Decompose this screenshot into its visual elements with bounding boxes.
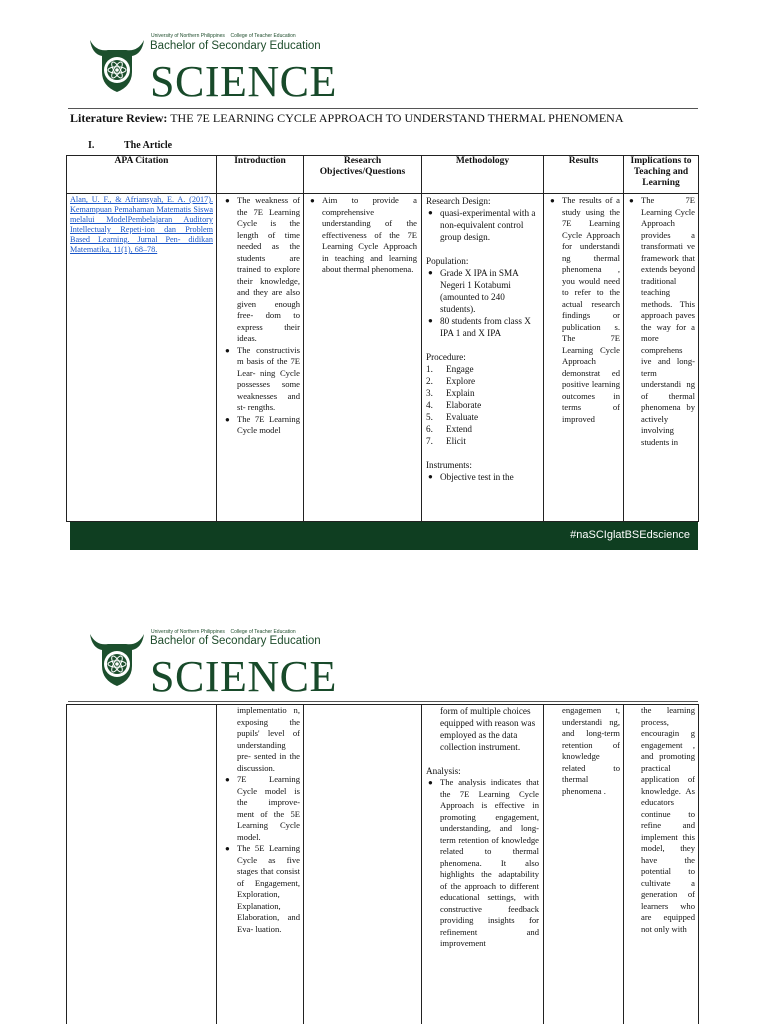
- footer-bar: [70, 522, 698, 550]
- list-item: 7. Elicit: [426, 436, 466, 446]
- program-name: Bachelor of Secondary Education: [150, 635, 321, 647]
- column-introduction: [217, 155, 304, 521]
- objectives-list: [308, 195, 417, 276]
- results-continued: engagemen t, understandi ng, and long-term retention of knowledge related to thermal phenomena .: [562, 705, 620, 796]
- list-item: 6. Extend: [426, 424, 473, 434]
- list-item: ● Grade X IPA in SMA Negeri 1 Kotabumi (amounted to 240 students).: [426, 267, 539, 315]
- header-results: Results: [544, 155, 623, 194]
- review-label: Literature Review:: [70, 111, 168, 125]
- university-name: University of Northern Philippines: [151, 33, 225, 39]
- article-table: [66, 155, 699, 522]
- article-table-continued: [66, 704, 699, 1024]
- major-title: SCIENCE: [150, 652, 337, 701]
- list-item: ● The 7E Learning Cycle model: [223, 414, 300, 437]
- university-name: University of Northern Philippines: [151, 629, 225, 635]
- implications-continued: the learning process, encouragin g engagement , and promoting practical application of knowledge. As educators continue to refine and implement this model, they have the potential to cultivate a generation of learners who are equipped not only with: [641, 705, 695, 934]
- header-objectives: Research Objectives/Questions: [304, 155, 421, 194]
- program-name: Bachelor of Secondary Education: [150, 40, 321, 52]
- column-objectives: [304, 155, 422, 521]
- list-item: ● 7E Learning Cycle model is the improve- ment of the 5E Learning Cycle model.: [223, 774, 300, 843]
- section-heading: [88, 140, 172, 151]
- column-introduction: [217, 704, 304, 1024]
- list-item: ● Objective test in the: [426, 471, 539, 483]
- header-apa-citation: APA Citation: [67, 155, 216, 194]
- list-item: ● The weakness of the 7E Learning Cycle is the length of time needed as the students are trained to explore their knowledge, and they are also given enough free- dom to express their ideas.: [223, 195, 300, 345]
- population-label: Population:: [426, 256, 469, 266]
- methodology-continued: form of multiple choices equipped with reason was employed as the data collection instrument.: [440, 706, 536, 752]
- instruments-list: [426, 471, 539, 483]
- column-results: [544, 704, 624, 1024]
- bull-shield-logo-icon: [86, 32, 148, 94]
- instruments-label: Instruments:: [426, 460, 472, 470]
- results-list: [548, 195, 620, 425]
- header-divider: [68, 701, 698, 702]
- list-item: ● The analysis indicates that the 7E Learning Cycle Approach is effective in promoting engagement, understanding, and long-term retention of knowledge related to thermal phenomena. It also highlights the adaptability of the approach to different educational settings, with constructive feedback providing insights for refinement and improvement: [426, 777, 539, 950]
- list-item: ● The constructivis m basis of the 7E Lear- ning Cycle possesses some weaknesses and st- rengths.: [223, 345, 300, 414]
- review-title: THE 7E LEARNING CYCLE APPROACH TO UNDERSTAND THERMAL PHENOMENA: [170, 111, 624, 125]
- list-item: ● The results of a study using the 7E Learning Cycle Approach for understandi ng thermal phenomena , you would need to refer to the actual research findings or publication s. The 7E Learning Cycle Approach demonstrat ed positive learning outcomes in terms of improved: [548, 195, 620, 425]
- list-item: ● The 7E Learning Cycle Approach provides a transformati ve framework that extends beyond traditional teaching methods. This approach paves the way for a more comprehens ive and long-term understandi ng of thermal phenomena by actively involving students in: [627, 195, 695, 448]
- footer-hashtag: #naSCIglatBSEdscience: [570, 529, 690, 541]
- list-item: ● quasi-experimental with a non-equivalent control group design.: [426, 207, 539, 243]
- introduction-list: [223, 195, 300, 437]
- college-name: College of Teacher Education: [230, 629, 296, 635]
- header-introduction: Introduction: [217, 155, 303, 194]
- column-objectives: [304, 704, 422, 1024]
- section-number: I.: [88, 140, 95, 151]
- section-title: The Article: [124, 140, 173, 151]
- column-results: [544, 155, 624, 521]
- header-divider: [68, 108, 698, 109]
- header-methodology: Methodology: [422, 155, 543, 194]
- column-apa-citation: [67, 155, 217, 521]
- university-line: [151, 33, 296, 39]
- list-item: ● Aim to provide a comprehensive understanding of the effectiveness of the 7E Learning Cycle Approach in teaching and learning about thermal phenomena.: [308, 195, 417, 276]
- bull-shield-logo-icon: [86, 626, 148, 688]
- population-list: [426, 267, 539, 339]
- major-title: SCIENCE: [150, 57, 337, 106]
- list-item: 3. Explain: [426, 388, 475, 398]
- analysis-label: Analysis:: [426, 766, 461, 776]
- design-list: [426, 207, 539, 243]
- analysis-list: [426, 777, 539, 950]
- column-implications: [624, 704, 699, 1024]
- procedure-label: Procedure:: [426, 352, 466, 362]
- design-label: Research Design:: [426, 196, 491, 206]
- header-implications: Implications to Teaching and Learning: [624, 155, 698, 194]
- review-title-line: [70, 111, 623, 126]
- column-implications: [624, 155, 699, 521]
- college-name: College of Teacher Education: [230, 33, 296, 39]
- list-item: 5. Evaluate: [426, 412, 479, 422]
- list-item: ● The 5E Learning Cycle as five stages that consist of Engagement, Exploration, Explanation, Elaboration, and Eva- luation.: [223, 843, 300, 935]
- citation-link[interactable]: Alan, U. F., & Afriansyah, E. A. (2017). Kemampuan Pemahaman Matematis Siswa melalui ModelPembelajaran Auditory Intellectualy Repeti-ion dan Problem Based Learning. Jurnal Pen- didikan Matematika, 11(1), 68–78.: [70, 195, 213, 254]
- list-item: 1. Engage: [426, 364, 474, 374]
- column-apa-citation: [67, 704, 217, 1024]
- list-item: ● 80 students from class X IPA 1 and X IPA: [426, 315, 539, 339]
- introduction-list: [223, 774, 300, 935]
- procedure-list: [426, 363, 539, 447]
- list-item: 2. Explore: [426, 376, 476, 386]
- list-item: 4. Elaborate: [426, 400, 482, 410]
- column-methodology: [422, 704, 544, 1024]
- implications-list: [627, 195, 695, 448]
- column-methodology: [422, 155, 544, 521]
- page-2: [0, 600, 768, 1024]
- introduction-continued: implementatio n, exposing the pupils' level of understanding pre- sented in the discussion.: [237, 705, 300, 773]
